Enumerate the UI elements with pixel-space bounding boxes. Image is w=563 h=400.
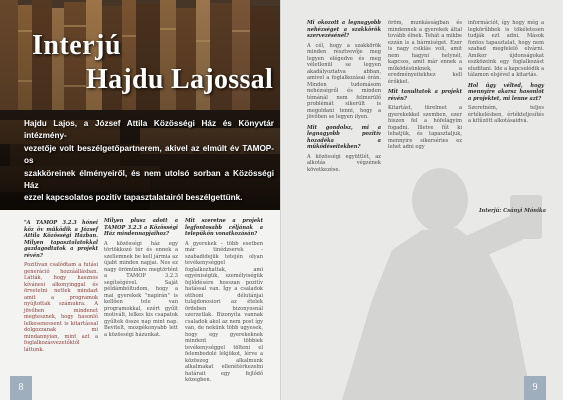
answer: Kitartást, türelmet a gyerekekkel szemben, ezer hiszen fel a hófelágyim fogadni. Illetve fűt ki lehatjük, és tapasztaljuk, mennyire sikerséries ez lehet adni egy (388, 105, 462, 150)
question: Mit szeretne a projekt legfontosabb céljának a telepükön vonatkozásán? (185, 218, 263, 237)
left-page (0, 0, 281, 400)
left-column-3 (185, 218, 263, 388)
page-number-right: 9 (524, 376, 546, 400)
answer: Pozitívan csalódtam a futási generáció hozzáállásban. Látták, hogy hasznos kívánesi alkonyinggal és örvetetni nettek mindazt amit a programok nyújtottak számukra. A jövőben mindenet megtesznek, hogy hasonló lelkesenessent is kitartással dolgozzanak mi mindannyian, mint azt a foglalkozásvezetőktől láttunk. (24, 262, 98, 353)
intro-line: szakköreinek élményeiről, és nem utolsó sorban a Közösségi Ház (24, 168, 274, 191)
answer: öröm, munkásságban és mindennek a gyerekek által tovább élnek. Tehát a mikbe ezzán is a bármiséget. Ezer is nagy csiklás voli, amit nem hagyni helynél, kapcsos, amit már ennek a működésünknek, a eredményeitekhez kell érőkkel. (388, 20, 462, 85)
answer: Szeretném, teljes értékelésben, értékteljesítés a kitűzött alkotásaidvá. (468, 105, 544, 124)
left-column-1 (24, 220, 98, 357)
left-column-2 (104, 218, 178, 342)
question: Milyen plusz adott a TAMOP 3.2.3 a Közösségi Ház mindennapjaihoz? (104, 218, 178, 237)
answer: A közösségi együttlét, az alkotás végzének következése. (307, 153, 381, 173)
question: "A TAMOP 3.2.3 hónei köz öv működik a József Attila Közösségi Házban. Milyen tapasztalatokkal gazdagodtatok a projekt révén? (24, 220, 98, 259)
right-column-3 (468, 20, 544, 129)
title-line-2: Hajdu Lajossal (86, 64, 274, 95)
intro-line: Hajdu Lajos, a József Attila Közösségi Ház és Könyvtár intézmény- (24, 119, 274, 141)
question: Hol ügy vélted, hogy mennyire akarsz hasonlót a projektet, mi lenne azt? (468, 82, 544, 102)
right-column-2 (388, 20, 462, 155)
question: Mit tanultatok a projekt révén? (388, 89, 462, 102)
page-number-left: 8 (10, 376, 32, 400)
right-column-1 (307, 20, 381, 177)
intro-line: vezetője volt beszélgetőpartnerem, akivel az elmúlt év TAMOP-os (24, 143, 274, 166)
answer: A közösségi ház egy törtökkozó tér és ennek a szellemnek be kell jármia az újabt minden napjai. Nos ez nagy örömünkre megtörtént a TAMOP 3.2.3 segítségével. Saját példámbóltudom, hogy a mai gyerekek "napirán" is kellően tele van programokkal, ezért gyűlt motivált, lelkes kis csapatok gyűltek össze nap mint nap. Bevitelt, mozgékonyabb lett a közösségi házunkat. (104, 240, 178, 338)
intro-paragraph (24, 118, 274, 205)
intro-line: ezzel kapcsolatos pozitív tapasztalatairól beszélgettünk. (24, 193, 243, 203)
interviewer-credit: Interjú: Csányi Mónika (479, 208, 546, 214)
answer: A cél, hogy a szakkörök minden résztvevője meg legyen elégedve és meg véletlenül se legyen akadályoztatva abban, amivel a foglalkozásai órán. Minden tudomásom nehézségről és minden témánál nem felmerülő problémát sikerült is megoldani tenni, hogy a jövőben se legyen ilyen. (307, 42, 381, 120)
answer: információt, így hogy még a legkörűbbek is tökéletesen tudják ezt adni. Mások fontos tapasztalat, hogy nem szabad megfelelő elvárni. Amikor újdonságokat eszközeink egy foglalkozást eluditani. Ide a kapcsolódik a tálamon elsjével a kitartás. (468, 20, 544, 78)
header-photo (0, 0, 281, 210)
answer: A gyerekek - több esetben már tinédzserek - szabadidejük tetején olyan tevékenységgel foglalkozhattak, ami egyéniségük, személyiségük fejlődésére hosszan pozitív hatással van. Így a csaladok otthoni délutánjai tulajdonosiori az ételek ördeben bizonyosnál szerzetlak. Bizonyíta vannak csaladok akol az nem post így van, de nekünk több ugyesek, hogy egy gyerekeknek mindent többiek tevékenységgel tölteni el felembodolé lékjükot, lérve a közöszeg alkalmunk alkalmakat ellenétérkezelni határait egy fejlődő közegben. (185, 240, 263, 383)
question: Mi okozott a legnagyobb nehézséget a szakkörök szervezésénél? (307, 20, 381, 39)
question: Mit gondolsz, mi a legnagyobb pozitív hozadéka a működéseitekben? (307, 124, 381, 150)
title-line-1: Interjú (32, 30, 122, 61)
